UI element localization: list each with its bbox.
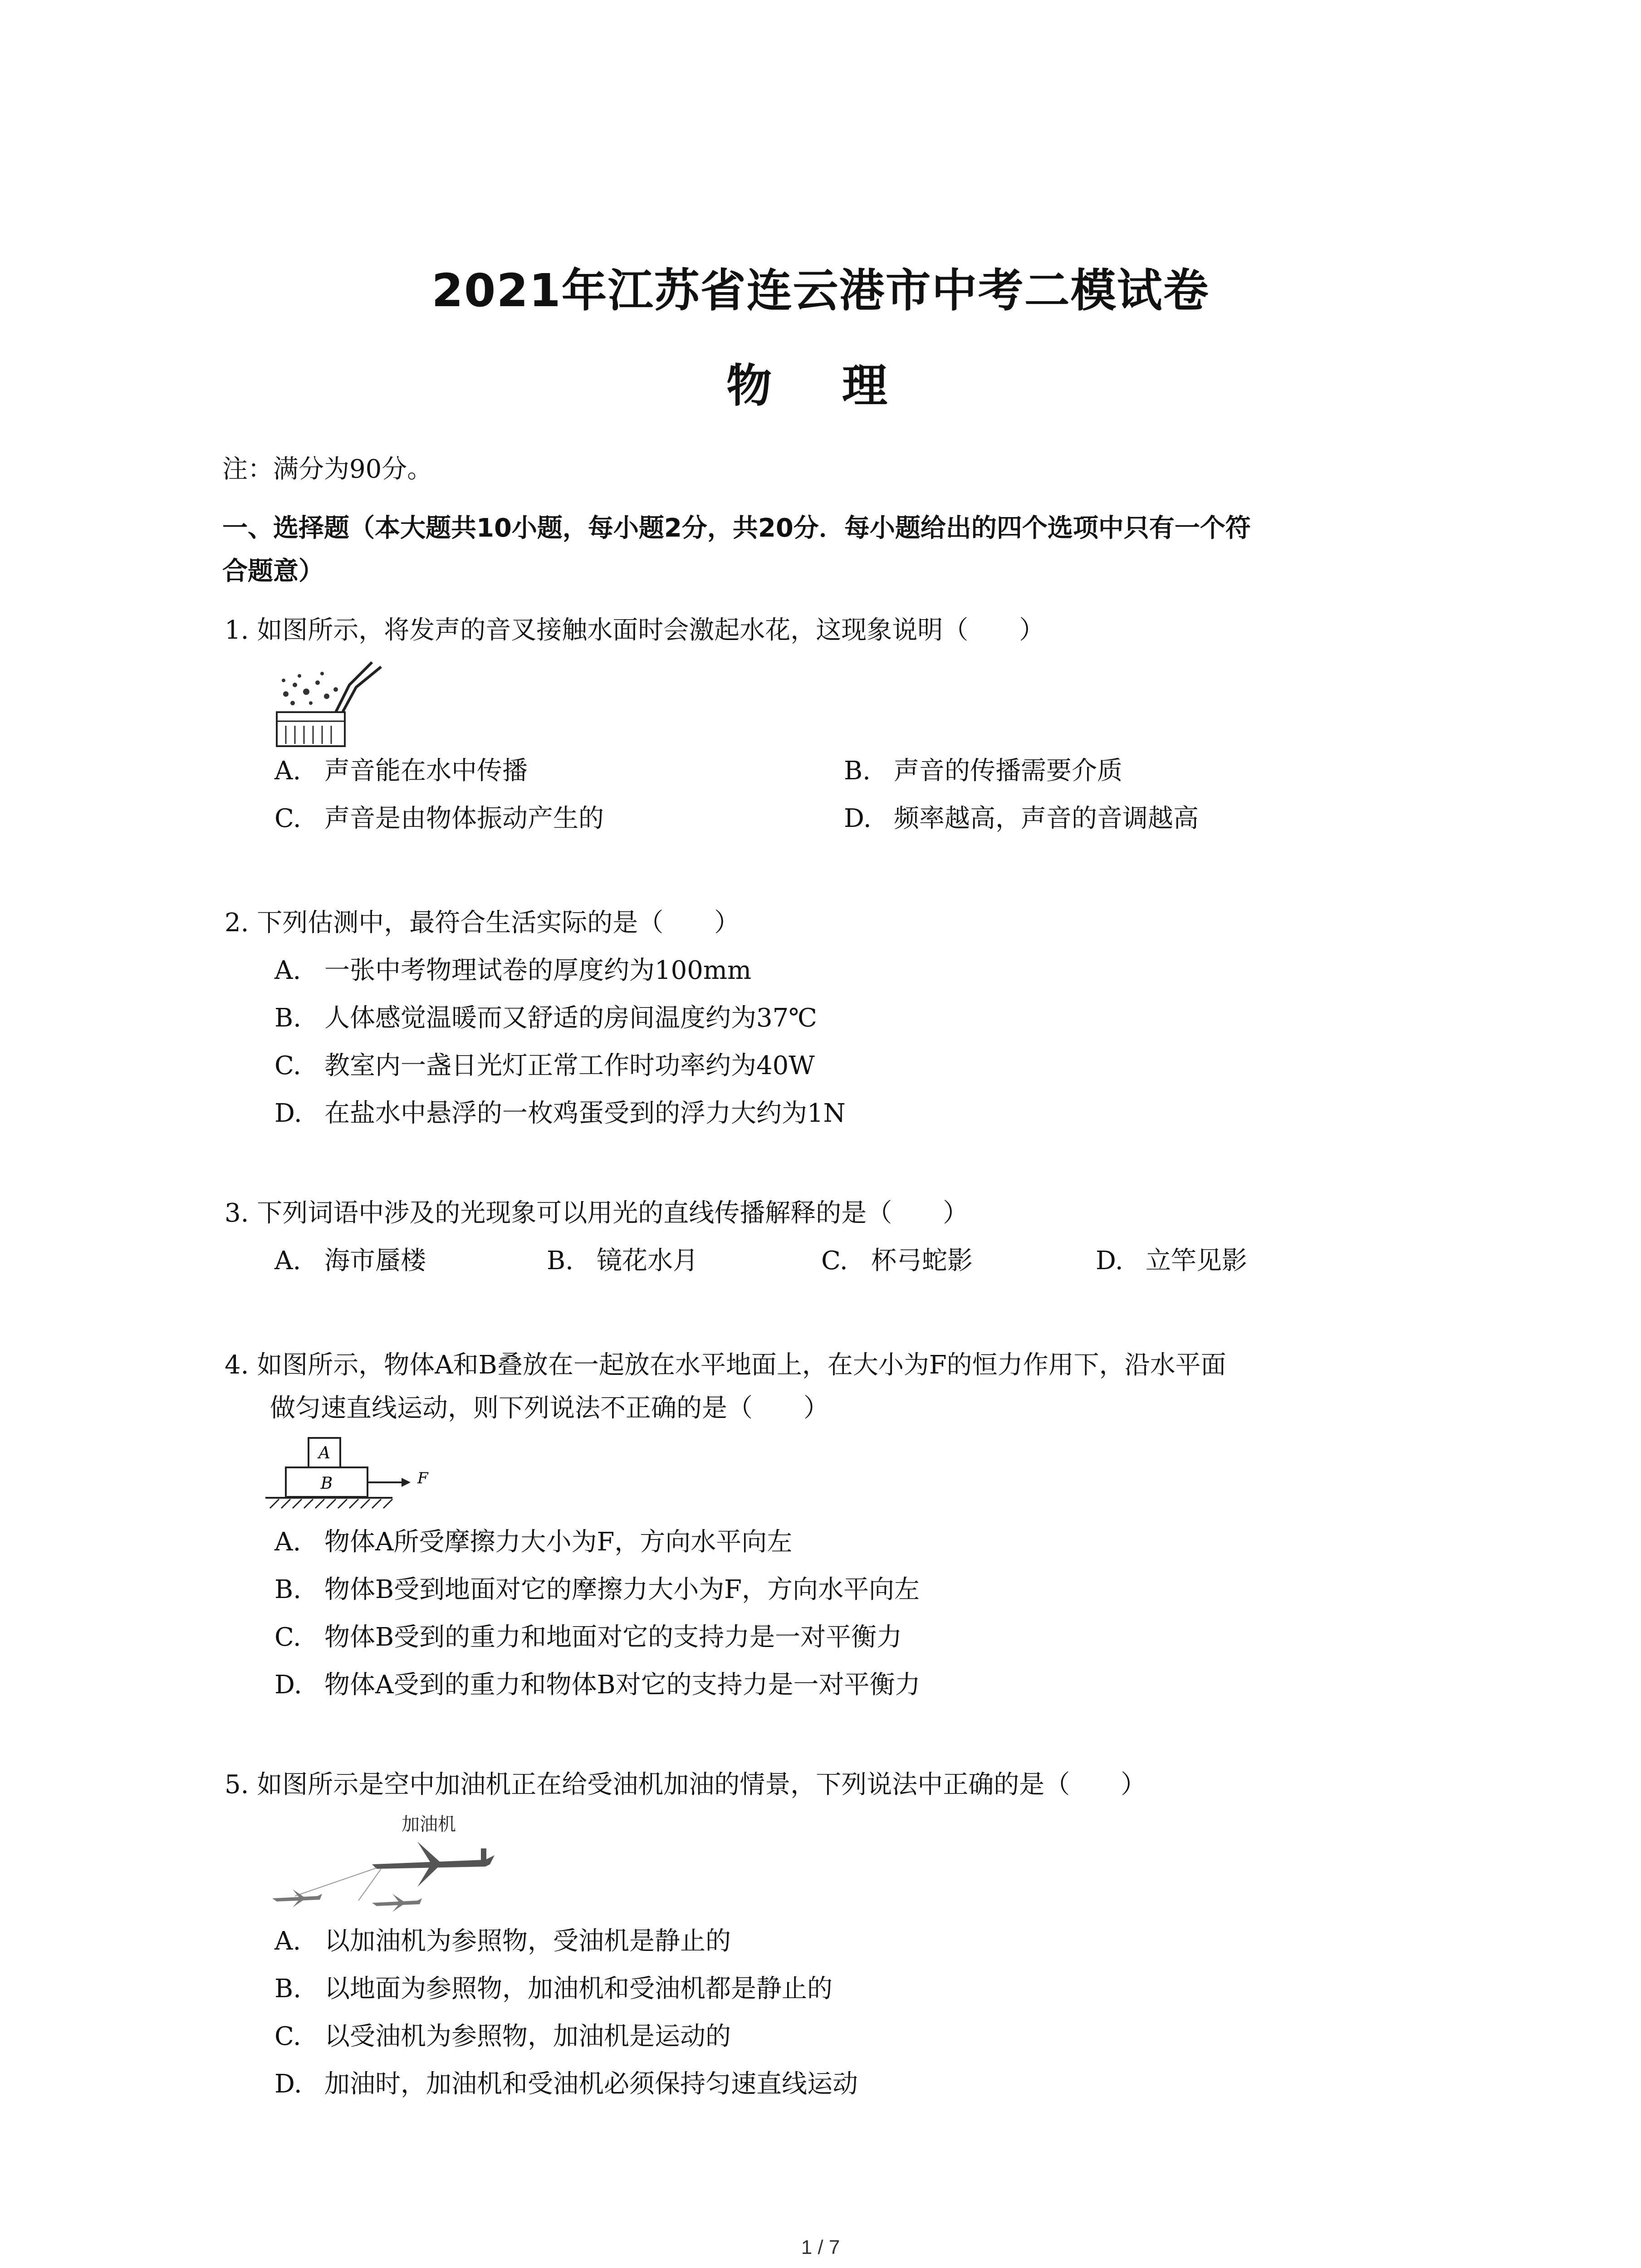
q5-option-b[interactable]: B. 以地面为参照物，加油机和受油机都是静止的: [274, 1974, 833, 2004]
q2-option-b[interactable]: B. 人体感觉温暖而又舒适的房间温度约为37℃: [274, 1003, 817, 1033]
q1-stem: 1. 如图所示，将发声的音叉接触水面时会激起水花，这现象说明（ ）: [225, 616, 1045, 645]
block-a-label: A: [318, 1444, 330, 1462]
q5-option-c[interactable]: C. 以受油机为参照物，加油机是运动的: [274, 2022, 731, 2051]
section-heading-line1: 一、选择题（本大题共10小题，每小题2分，共20分．每小题给出的四个选项中只有一个符: [222, 513, 1251, 543]
q2-option-c[interactable]: C. 教室内一盏日光灯正常工作时功率约为40W: [274, 1051, 815, 1080]
q2-option-d[interactable]: D. 在盐水中悬浮的一枚鸡蛋受到的浮力大约为1N: [274, 1099, 846, 1128]
tanker-caption: 加油机: [402, 1814, 456, 1834]
q3-option-a[interactable]: A. 海市蜃楼: [274, 1246, 426, 1276]
q4-option-d[interactable]: D. 物体A受到的重力和物体B对它的支持力是一对平衡力: [274, 1670, 921, 1700]
q5-option-d[interactable]: D. 加油时，加油机和受油机必须保持匀速直线运动: [274, 2069, 858, 2099]
q3-option-c[interactable]: C. 杯弓蛇影: [821, 1246, 973, 1276]
q2-option-a[interactable]: A. 一张中考物理试卷的厚度约为100mm: [274, 956, 752, 985]
q4-stem-line2: 做匀速直线运动，则下列说法不正确的是（ ）: [270, 1393, 829, 1423]
q4-option-a[interactable]: A. 物体A所受摩擦力大小为F，方向水平向左: [274, 1527, 793, 1557]
q1-option-d[interactable]: D. 频率越高，声音的音调越高: [844, 804, 1199, 833]
page-number: 1 / 7: [801, 2236, 840, 2258]
aerial-refueling-figure: [268, 1810, 504, 1919]
exam-title: 2021年江苏省连云港市中考二模试卷: [431, 264, 1210, 317]
force-label: F: [417, 1469, 428, 1487]
q4-stem-line1: 4. 如图所示，物体A和B叠放在一起放在水平地面上，在大小为F的恒力作用下，沿水平面: [225, 1350, 1226, 1380]
q5-stem: 5. 如图所示是空中加油机正在给受油机加油的情景，下列说法中正确的是（ ）: [225, 1770, 1146, 1799]
q3-option-d[interactable]: D. 立竿见影: [1096, 1246, 1247, 1276]
q2-stem: 2. 下列估测中，最符合生活实际的是（ ）: [225, 908, 740, 938]
q4-option-c[interactable]: C. 物体B受到的重力和地面对它的支持力是一对平衡力: [274, 1623, 902, 1652]
q1-option-a[interactable]: A. 声音能在水中传播: [274, 756, 528, 786]
section-heading-line2: 合题意）: [222, 557, 324, 586]
subject-title: 物 理: [726, 359, 915, 412]
q5-option-a[interactable]: A. 以加油机为参照物，受油机是静止的: [274, 1926, 731, 1956]
q1-option-c[interactable]: C. 声音是由物体振动产生的: [274, 804, 604, 833]
q3-option-b[interactable]: B. 镜花水月: [547, 1246, 698, 1276]
score-note: 注：满分为90分。: [222, 455, 433, 484]
block-b-label: B: [320, 1474, 333, 1493]
q3-stem: 3. 下列词语中涉及的光现象可以用光的直线传播解释的是（ ）: [225, 1198, 969, 1228]
q4-option-b[interactable]: B. 物体B受到地面对它的摩擦力大小为F，方向水平向左: [274, 1575, 920, 1604]
q1-option-b[interactable]: B. 声音的传播需要介质: [844, 756, 1122, 786]
tuning-fork-water-figure: [268, 658, 386, 753]
stacked-blocks-figure: [265, 1433, 438, 1510]
